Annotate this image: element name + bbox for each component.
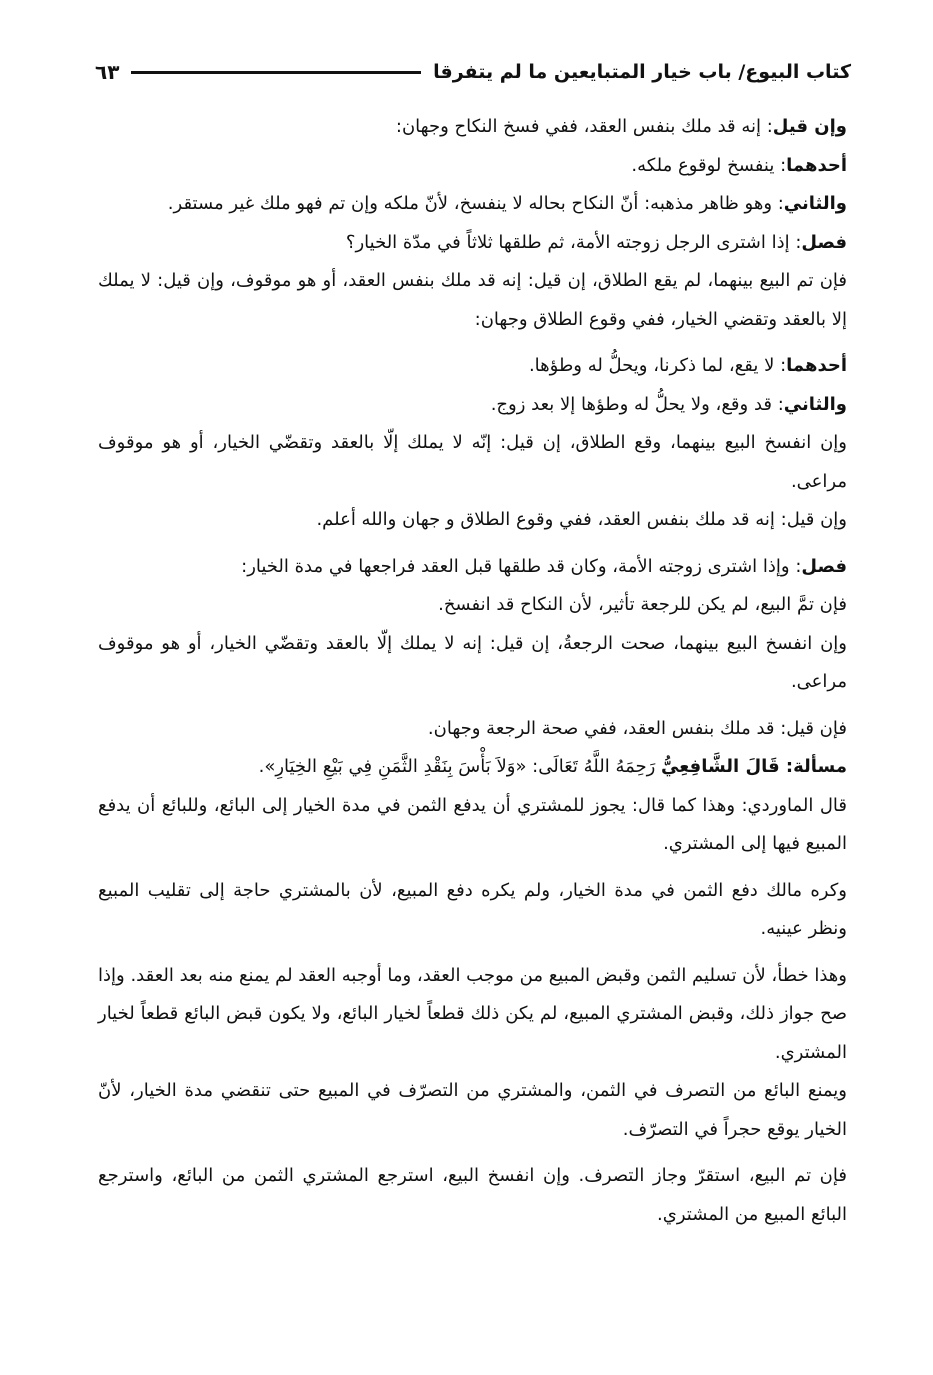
paragraph-lead: فصل — [801, 231, 847, 253]
paragraph-text: فإن تم البيع، استقرّ وجاز التصرف. وإن انفسخ البيع، استرجع المشتري الثمن من البائع، واسترجع البائع المبيع من المشتري. — [98, 1165, 847, 1225]
page-number: ٦٣ — [95, 60, 120, 84]
paragraph-text: : إنه قد ملك بنفس العقد، ففي فسخ النكاح وجهان: — [395, 116, 773, 137]
paragraph — [98, 1157, 847, 1234]
paragraph — [98, 1072, 847, 1149]
paragraph-lead: مسألة: قَالَ الشَّافِعِيُّ — [661, 756, 847, 777]
main-text — [98, 108, 847, 1234]
paragraph-text: : لا يقع، لما ذكرنا، ويحلُّ له وطؤها. — [528, 355, 787, 376]
paragraph — [98, 501, 847, 540]
header-rule — [131, 71, 421, 74]
paragraph — [98, 262, 847, 339]
paragraph-text: وإن انفسخ البيع بينهما، وقع الطلاق، إن قيل: إنّه لا يملك إلّا بالعقد وتقضّي الخيار، أو هو موقوف مراعى. — [98, 432, 847, 492]
paragraph-text: وإن قيل: إنه قد ملك بنفس العقد، ففي وقوع الطلاق و جهان والله أعلم. — [316, 509, 847, 530]
running-header — [95, 52, 851, 92]
paragraph — [98, 625, 847, 702]
paragraph-text: فإن تمَّ البيع، لم يكن للرجعة تأثير، لأن النكاح قد انفسخ. — [438, 594, 847, 615]
paragraph-lead: أحدهما — [786, 154, 847, 176]
paragraph-text: : إذا اشترى الرجل زوجته الأمة، ثم طلقها ثلاثاً في مدّة الخيار؟ — [345, 231, 802, 253]
paragraph — [98, 147, 847, 186]
paragraph-text: : ينفسخ لوقوع ملكه. — [631, 154, 787, 176]
paragraph-lead: والثاني — [783, 393, 847, 415]
paragraph — [98, 548, 847, 587]
paragraph — [98, 224, 847, 263]
paragraph — [98, 957, 847, 1073]
paragraph-lead: وإن قيل — [772, 116, 847, 137]
paragraph-lead: أحدهما — [786, 355, 847, 376]
paragraph — [98, 710, 847, 749]
paragraph — [98, 185, 847, 224]
paragraph-text: : قد وقع، ولا يحلُّ له وطؤها إلا بعد زوج. — [490, 393, 784, 415]
paragraph-text: ويمنع البائع من التصرف في الثمن، والمشتري من التصرّف في المبيع حتى تنقضي مدة الخيار، لأنّ الخيار يوقع حجراً في التصرّف. — [98, 1080, 847, 1140]
paragraph-text: فإن تم البيع بينهما، لم يقع الطلاق، إن قيل: إنه قد ملك بنفس العقد، أو هو موقوف، وإن قيل: لا يملك إلا بالعقد وتقضي الخيار، ففي وقوع الطلاق وجهان: — [98, 270, 847, 330]
paragraph — [98, 386, 847, 425]
paragraph-text: فإن قيل: قد ملك بنفس العقد، ففي صحة الرجعة وجهان. — [427, 717, 847, 739]
paragraph-text: رَحِمَهُ اللَّهُ تَعَالَى: «وَلاَ بَأْسَ بِنَقْدِ الثَّمَنِ فِي بَيْعِ الخِيَارِ». — [258, 756, 662, 777]
paragraph-text: وإن انفسخ البيع بينهما، صحت الرجعةُ، إن قيل: إنه لا يملك إلّا بالعقد وتقضّي الخيار، أو هو موقوف مراعى. — [98, 632, 847, 692]
paragraph — [98, 424, 847, 501]
paragraph — [98, 748, 847, 787]
paragraph-text: وهذا خطأ، لأن تسليم الثمن وقبض المبيع من موجب العقد، وما أوجبه العقد لم يمنع منه بعد العقد. وإذا صح جواز ذلك، وقبض المشتري المبيع، لم يكن ذلك قطعاً لخيار البائع، ولا يكون قبض البائع قطعاً لخيار المشتري. — [98, 964, 847, 1063]
paragraph — [98, 872, 847, 949]
paragraph — [98, 108, 847, 147]
header-title: كتاب البيوع/ باب خيار المتبايعين ما لم يتفرقا — [433, 61, 851, 83]
paragraph-text: قال الماوردي: وهذا كما قال: يجوز للمشتري أن يدفع الثمن في مدة الخيار إلى البائع، وللبائع أن يدفع المبيع فيها إلى المشتري. — [98, 794, 847, 854]
paragraph — [98, 586, 847, 625]
paragraph-text: : وهو ظاهر مذهبه: أنّ النكاح بحاله لا ينفسخ، لأنّ ملكه وإن تم فهو ملك غير مستقر. — [167, 193, 784, 214]
paragraph — [98, 787, 847, 864]
paragraph — [98, 347, 847, 386]
paragraph-lead: فصل — [801, 555, 847, 577]
paragraph-text: وكره مالك دفع الثمن في مدة الخيار، ولم يكره دفع المبيع، لأن بالمشتري حاجة إلى تقليب المبيع ونظر عينيه. — [98, 879, 847, 939]
paragraph-lead: والثاني — [783, 193, 847, 214]
paragraph-text: : وإذا اشترى زوجته الأمة، وكان قد طلقها قبل العقد فراجعها في مدة الخيار: — [241, 555, 802, 577]
